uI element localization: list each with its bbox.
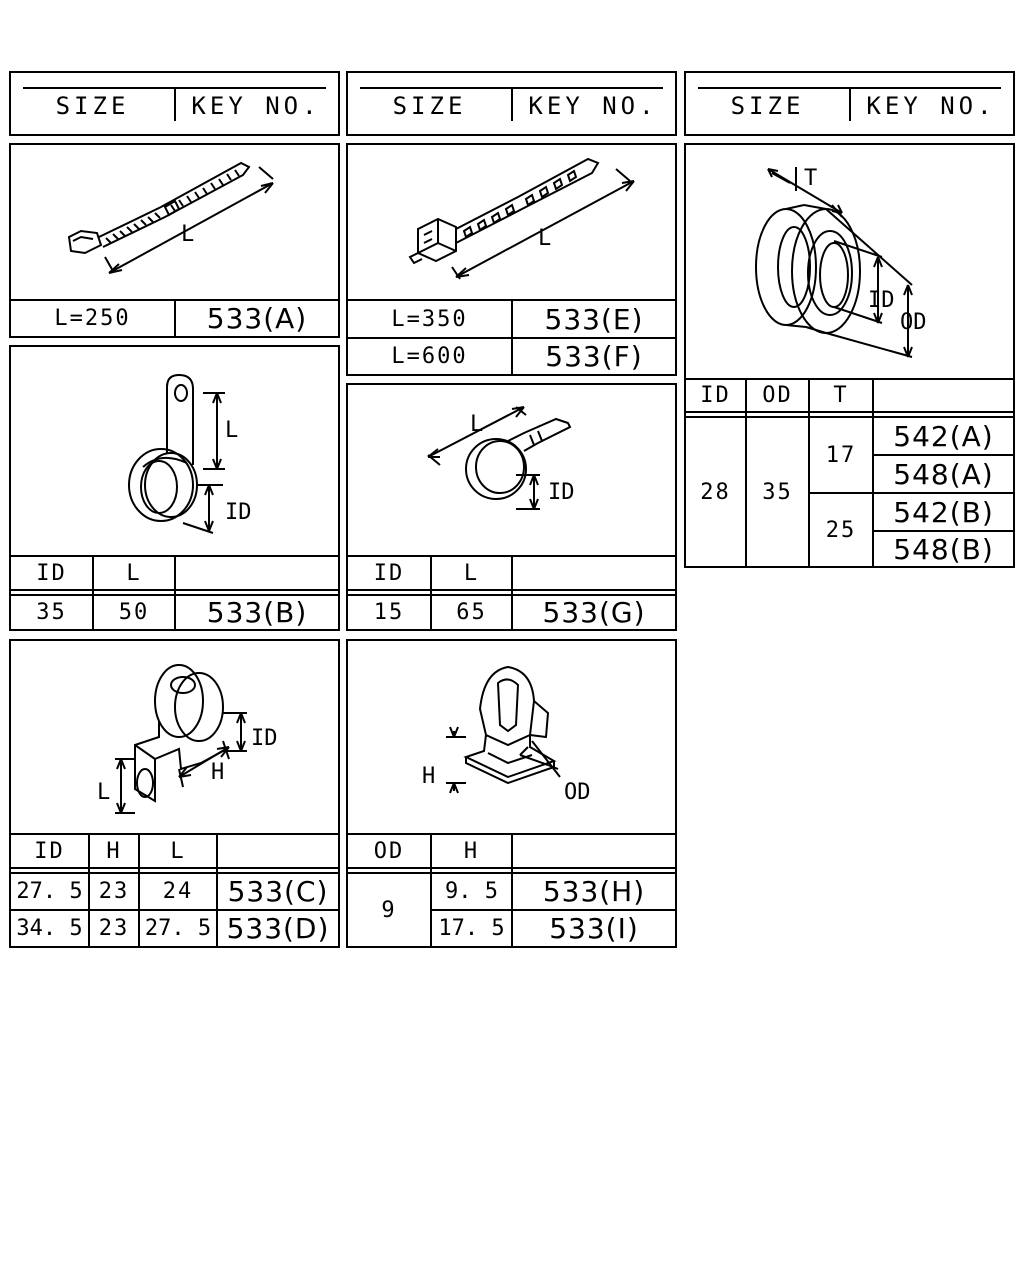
column-header: ID — [34, 838, 65, 864]
header-box-1 — [9, 71, 340, 136]
column-header: L — [170, 838, 186, 864]
column-header: ID — [36, 560, 67, 586]
l-value: 50 — [118, 600, 150, 625]
header-size: SIZE — [392, 92, 467, 120]
dim-label-h: H — [211, 760, 225, 785]
push-clip-drawing — [348, 641, 675, 833]
header-size: SIZE — [55, 92, 130, 120]
key-number: 533(C) — [227, 875, 329, 908]
key-number: 533(E) — [544, 302, 644, 336]
panel-saddle-clip — [9, 639, 340, 948]
panel-cable-tie-long — [346, 143, 677, 376]
column-header: L — [463, 560, 480, 586]
key-number: 542(B) — [893, 495, 994, 529]
header-size: SIZE — [730, 92, 805, 120]
id-value: 28 — [700, 479, 731, 505]
size-value: L=600 — [391, 344, 468, 369]
key-number: 533(A) — [206, 302, 308, 335]
dim-label-l: L — [538, 226, 552, 251]
dim-label-od: OD — [564, 780, 591, 805]
dim-label-id: ID — [868, 288, 895, 313]
panel-push-clip — [346, 639, 677, 948]
dim-label-od: OD — [900, 310, 927, 335]
od-value: 35 — [762, 479, 793, 505]
od-value: 9 — [381, 897, 397, 923]
l-value: 27. 5 — [144, 916, 212, 941]
key-number: 533(G) — [542, 596, 646, 629]
key-number: 533(H) — [542, 875, 646, 908]
panel-cable-tie-short — [9, 143, 340, 338]
panel-grommet — [684, 143, 1015, 568]
column-header: L — [126, 560, 142, 586]
key-number: 533(F) — [545, 340, 643, 373]
key-number: 542(A) — [893, 419, 994, 453]
h-value: 23 — [98, 916, 130, 941]
cable-tie-short-drawing — [11, 145, 338, 300]
header-box-2 — [346, 71, 677, 136]
column-header: ID — [700, 383, 731, 408]
h-value: 17. 5 — [438, 916, 505, 941]
grommet-drawing — [686, 145, 1013, 377]
dim-label-l: L — [97, 780, 111, 805]
column-header: OD — [373, 838, 405, 864]
column-header: OD — [762, 383, 793, 408]
h-value: 23 — [98, 879, 130, 904]
key-number: 548(B) — [893, 532, 994, 566]
id-value: 15 — [373, 600, 405, 625]
id-value: 34. 5 — [16, 916, 83, 941]
key-number: 533(I) — [549, 912, 639, 945]
id-value: 35 — [36, 600, 67, 625]
column-header: T — [833, 383, 849, 408]
p-clip-drawing — [11, 347, 338, 555]
dim-label-t: T — [804, 166, 818, 191]
dim-label-id: ID — [225, 500, 252, 525]
t-value: 17 — [825, 442, 857, 468]
dim-label-id: ID — [548, 480, 575, 505]
column-header: ID — [373, 560, 405, 586]
header-box-3 — [684, 71, 1015, 136]
header-key-no: KEY NO. — [866, 92, 996, 120]
column-header: H — [106, 838, 122, 864]
h-value: 9. 5 — [445, 879, 498, 904]
panel-band-clamp — [346, 383, 677, 631]
key-number: 548(A) — [893, 457, 994, 491]
dim-label-h: H — [422, 764, 436, 789]
saddle-clip-drawing — [11, 641, 338, 833]
l-value: 24 — [162, 879, 194, 904]
size-value: L=250 — [54, 306, 131, 331]
t-value: 25 — [825, 517, 857, 543]
cable-tie-long-drawing — [348, 145, 675, 300]
column-header: H — [463, 838, 480, 864]
dim-label-id: ID — [251, 726, 278, 751]
dim-label-l: L — [470, 412, 484, 437]
key-number: 533(B) — [206, 596, 308, 629]
header-key-no: KEY NO. — [191, 92, 321, 120]
key-number: 533(D) — [226, 912, 330, 945]
size-value: L=350 — [391, 306, 468, 332]
dim-label-l: L — [225, 418, 239, 443]
dim-label-l: L — [181, 222, 195, 247]
panel-p-clip — [9, 345, 340, 631]
band-clamp-drawing — [348, 385, 675, 555]
id-value: 27. 5 — [16, 879, 83, 904]
header-key-no: KEY NO. — [528, 92, 658, 120]
l-value: 65 — [456, 600, 487, 625]
